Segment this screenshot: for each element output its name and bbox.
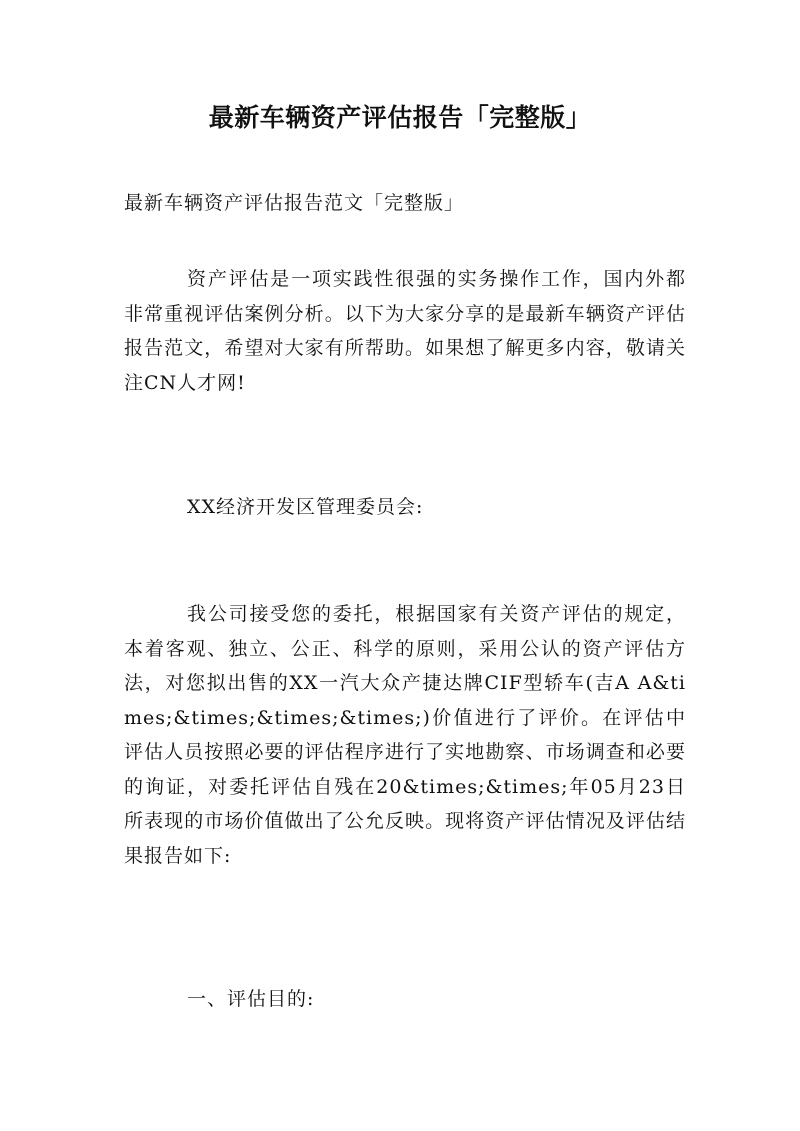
body-paragraph: 我公司接受您的委托，根据国家有关资产评估的规定，本着客观、独立、公正、科学的原则，采用公认的资产评估方法，对您拟出售的XX一汽大众产捷达牌CIF型轿车(吉A A&times;&times;&times;&times;)价值进行了评价。在评估中评估人员按照必要的评估程序进行了实地勘察、市场调查和必要的询证，对委托评估自残在20&times;&times;年05月23日所表现的市场价值做出了公允反映。现将资产评估情况及评估结果报告如下: (124, 603, 686, 867)
intro-paragraph: 资产评估是一项实践性很强的实务操作工作，国内外都非常重视评估案例分析。以下为大家分享的是最新车辆资产评估报告范文，希望对大家有所帮助。如果想了解更多内容，敬请关注CN人才网! (124, 268, 686, 394)
document-subtitle: 最新车辆资产评估报告范文「完整版」 (124, 192, 465, 214)
salutation-line: XX经济开发区管理委员会: (187, 496, 424, 518)
section-heading-purpose: 一、评估目的: (187, 988, 315, 1010)
document-title: 最新车辆资产评估报告「完整版」 (208, 103, 592, 132)
